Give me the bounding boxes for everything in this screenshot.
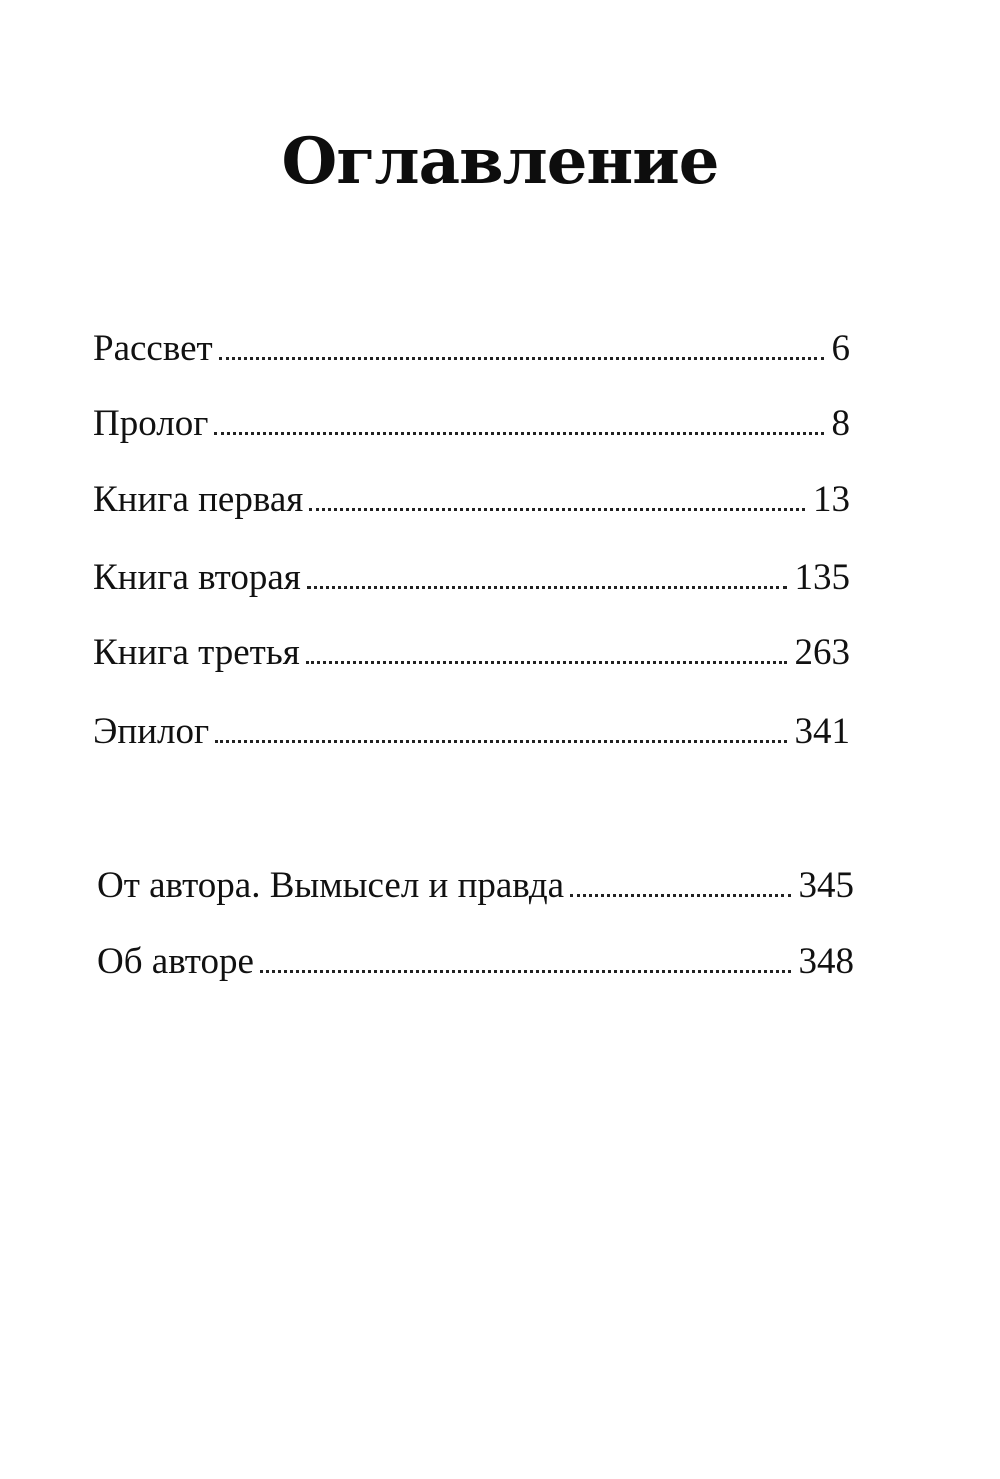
dot-leader bbox=[215, 730, 786, 743]
page-title: Оглавление bbox=[281, 124, 719, 199]
toc-entry-page: 13 bbox=[813, 479, 850, 520]
toc-entry-book-three[interactable] bbox=[93, 634, 850, 671]
toc-entry-page: 6 bbox=[831, 328, 850, 369]
toc-entry-page: 348 bbox=[798, 941, 854, 982]
dot-leader bbox=[260, 960, 791, 973]
toc-entry-dawn[interactable] bbox=[93, 330, 850, 367]
toc-entry-book-one[interactable] bbox=[93, 481, 850, 518]
toc-entry-page: 8 bbox=[831, 403, 850, 444]
dot-leader bbox=[306, 651, 787, 664]
toc-entry-from-author[interactable] bbox=[97, 867, 854, 904]
toc-entry-book-two[interactable] bbox=[93, 559, 850, 596]
toc-entry-label: Об авторе bbox=[97, 941, 254, 982]
toc-entry-label: Эпилог bbox=[93, 711, 210, 752]
toc-entry-label: От автора. Вымысел и правда bbox=[97, 865, 565, 906]
toc-entry-label: Рассвет bbox=[93, 328, 213, 369]
toc-entry-label: Пролог bbox=[93, 403, 209, 444]
toc-entry-page: 341 bbox=[794, 711, 850, 752]
toc-entry-page: 135 bbox=[794, 557, 850, 598]
toc-entry-epilogue[interactable] bbox=[93, 713, 850, 750]
dot-leader bbox=[570, 884, 790, 897]
dot-leader bbox=[219, 347, 824, 360]
toc-entry-label: Книга вторая bbox=[93, 557, 301, 598]
toc-entry-label: Книга первая bbox=[93, 479, 304, 520]
toc-entry-prologue[interactable] bbox=[93, 405, 850, 442]
dot-leader bbox=[309, 498, 805, 511]
toc-entry-label: Книга третья bbox=[93, 632, 300, 673]
toc-entry-page: 345 bbox=[798, 865, 854, 906]
toc-entry-about-author[interactable] bbox=[97, 943, 854, 980]
dot-leader bbox=[307, 576, 787, 589]
dot-leader bbox=[214, 422, 823, 435]
toc-entry-page: 263 bbox=[794, 632, 850, 673]
